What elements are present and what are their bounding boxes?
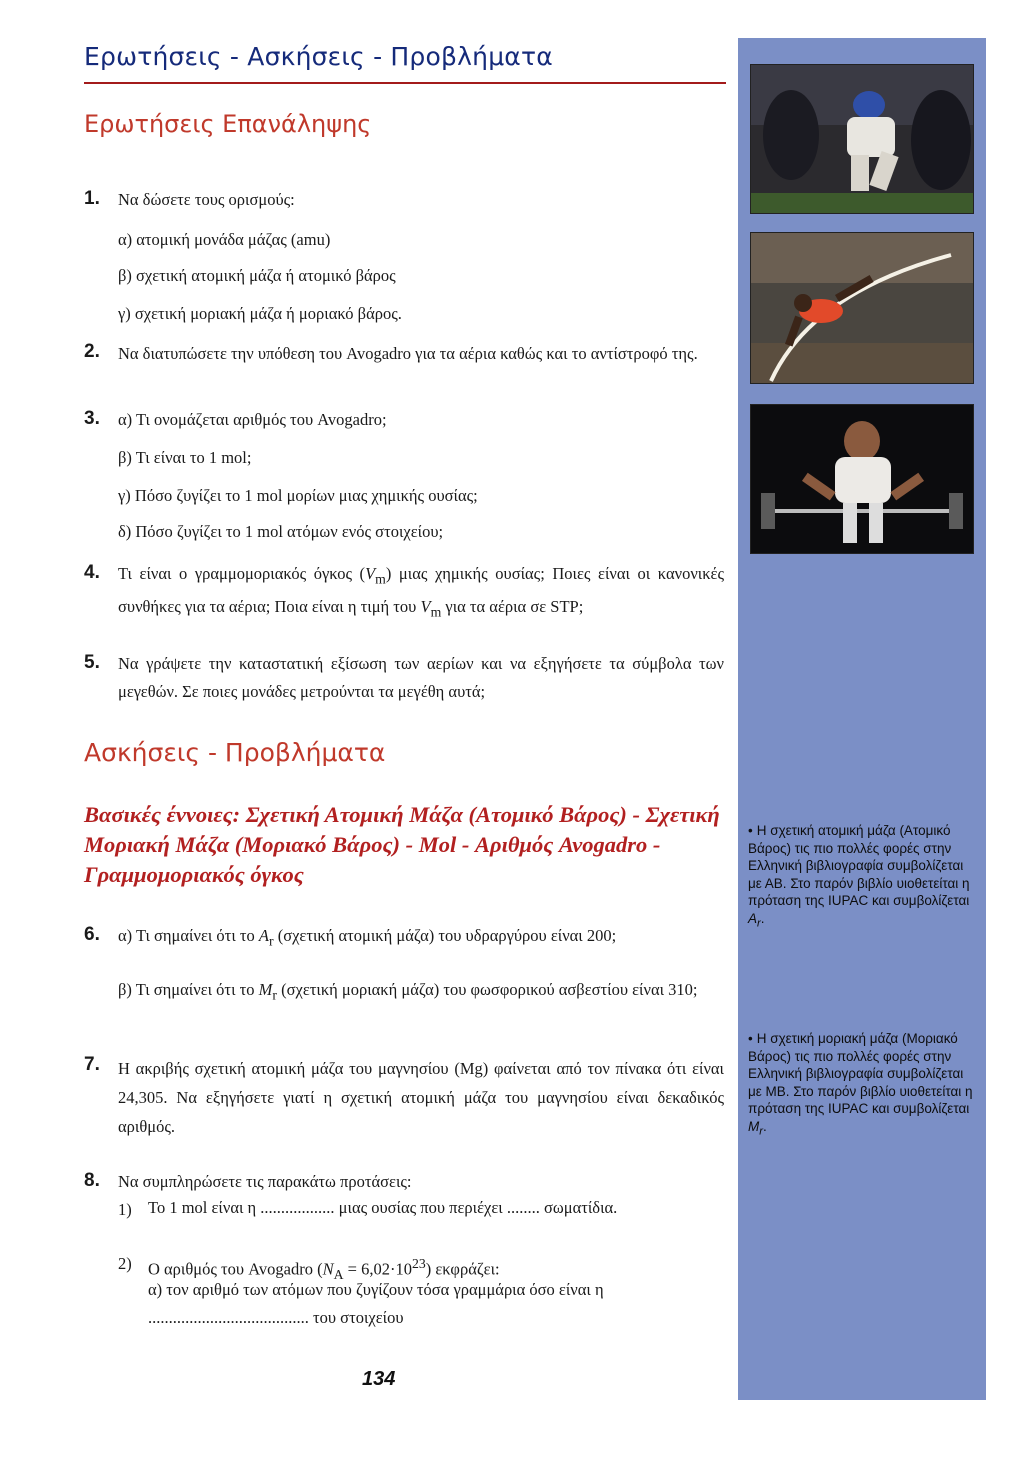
question-number: 7.	[84, 1054, 100, 1075]
section-heading-exercises: Ασκήσεις - Προβλήματα	[84, 738, 386, 767]
question-1c: γ) σχετική μοριακή μάζα ή μοριακό βάρος.	[118, 304, 402, 323]
question-8-item-2: Ο αριθμός του Avogadro $(N_A = 6,02\cdot 10^{23})$ εκφράζει:	[148, 1256, 500, 1282]
title-divider	[84, 82, 726, 84]
note-symbol-sub: r	[757, 917, 761, 930]
note-symbol: A	[748, 910, 758, 926]
question-6b: β) Τι σημαίνει ότι το $M_r$ (σχετική μοριακή μάζα) του φωσφορικού ασβεστίου είναι 310;	[118, 980, 698, 1003]
note-bullet: •	[748, 1031, 753, 1046]
question-8-item-number: 2)	[118, 1254, 132, 1273]
question-7-text: Η ακριβής σχετική ατομική μάζα του μαγνησίου (Mg) φαίνεται από τον πίνακα ότι είναι 24,305. Να εξηγήσετε γιατί η σχετική ατομική μάζα του μαγνησίου είναι δεκαδικός αριθμός.	[118, 1059, 724, 1136]
question-8-item-2a-continued: ....................................... του στοιχείου	[148, 1308, 404, 1327]
question-number: 2.	[84, 341, 100, 362]
question-3c: γ) Πόσο ζυγίζει το 1 mol μορίων μιας χημικής ουσίας;	[118, 486, 478, 505]
page-number: 134	[362, 1368, 396, 1390]
question-8-intro: Να συμπληρώσετε τις παρακάτω προτάσεις:	[118, 1172, 412, 1191]
page-title: Ερωτήσεις - Ασκήσεις - Προβλήματα	[84, 42, 553, 71]
note-symbol: M	[748, 1118, 760, 1134]
question-number: 6.	[84, 924, 100, 945]
note-bullet: •	[748, 823, 753, 838]
sidebar-note-relative-molecular-mass: • Η σχετική μοριακή μάζα (Μοριακό Βάρος) τις πιο πολλές φορές στην Ελληνική βιβλιογραφία συμβολίζεται με ΜΒ. Στο παρόν βιβλίο υιοθετείται η πρόταση της IUPAC και συμβολίζεται $M_r$.	[748, 1031, 973, 1138]
question-number: 1.	[84, 188, 100, 209]
question-1a: α) ατομική μονάδα μάζας (amu)	[118, 230, 331, 249]
note-text: Η σχετική ατομική μάζα (Ατομικό Βάρος) τις πιο πολλές φορές στην Ελληνική βιβλιογραφία συμβολίζεται με ΑΒ. Στο παρόν βιβλίο υιοθετείται η πρόταση της IUPAC και συμβολίζεται	[748, 823, 970, 908]
question-number: 3.	[84, 408, 100, 429]
question-3a: α) Τι ονομάζεται αριθμός του Avogadro;	[118, 410, 387, 429]
question-8-item-2a: α) τον αριθμό των ατόμων που ζυγίζουν τόσα γραμμάρια όσο είναι η	[148, 1280, 604, 1299]
question-2-text: Να διατυπώσετε την υπόθεση του Avogadro για τα αέρια καθώς και το αντίστροφό της.	[118, 344, 698, 363]
question-4-text: Τι είναι ο γραμμομοριακός όγκος $(V_m)$ μιας χημικής ουσίας; Ποιες είναι οι κανονικές συνθήκες για τα αέρια; Ποια είναι η τιμή του $V_m$ για τα αέρια σε STP;	[118, 564, 725, 620]
question-8-item-number: 1)	[118, 1200, 132, 1219]
question-number: 5.	[84, 652, 100, 673]
weightlifting-photo	[750, 404, 974, 554]
question-8-item-1: Το 1 mol είναι η .................. μιας ουσίας που περιέχει ........ σωματίδια.	[148, 1198, 618, 1217]
question-1b: β) σχετική ατομική μάζα ή ατομικό βάρος	[118, 266, 396, 285]
question-number: 4.	[84, 562, 100, 583]
pole-vault-photo	[750, 232, 974, 384]
question-number: 8.	[84, 1170, 100, 1191]
note-text: Η σχετική μοριακή μάζα (Μοριακό Βάρος) τις πιο πολλές φορές στην Ελληνική βιβλιογραφία συμβολίζεται με ΜΒ. Στο παρόν βιβλίο υιοθετείται η πρόταση της IUPAC και συμβολίζεται	[748, 1031, 973, 1116]
section-heading-review: Ερωτήσεις Επανάληψης	[84, 110, 372, 138]
question-1-text: Να δώσετε τους ορισμούς:	[118, 190, 295, 209]
sidebar-note-relative-atomic-mass: • Η σχετική ατομική μάζα (Ατομικό Βάρος) τις πιο πολλές φορές στην Ελληνική βιβλιογραφία συμβολίζεται με ΑΒ. Στο παρόν βιβλίο υιοθετείται η πρόταση της IUPAC και συμβολίζεται $A_r$.	[748, 823, 970, 930]
football-photo	[750, 64, 974, 214]
note-symbol-sub: r	[759, 1125, 763, 1138]
question-6a: α) Τι σημαίνει ότι το $A_r$ (σχετική ατομική μάζα) του υδραργύρου είναι 200;	[118, 926, 617, 949]
question-5-text: Να γράψετε την καταστατική εξίσωση των αερίων και να εξηγήσετε τα σύμβολα των μεγεθών. Σε ποιες μονάδες μετρούνται τα μεγέθη αυτά;	[118, 654, 724, 701]
basic-concepts: Βασικές έννοιες: Σχετική Ατομική Μάζα (Ατομικό Βάρος) - Σχετική Μοριακή Μάζα (Μοριακό Βάρος) - Mol - Αριθμός Avogadro - Γραμμομοριακός όγκος	[84, 802, 720, 887]
question-3d: δ) Πόσο ζυγίζει το 1 mol ατόμων ενός στοιχείου;	[118, 522, 444, 541]
question-3b: β) Τι είναι το 1 mol;	[118, 448, 252, 467]
